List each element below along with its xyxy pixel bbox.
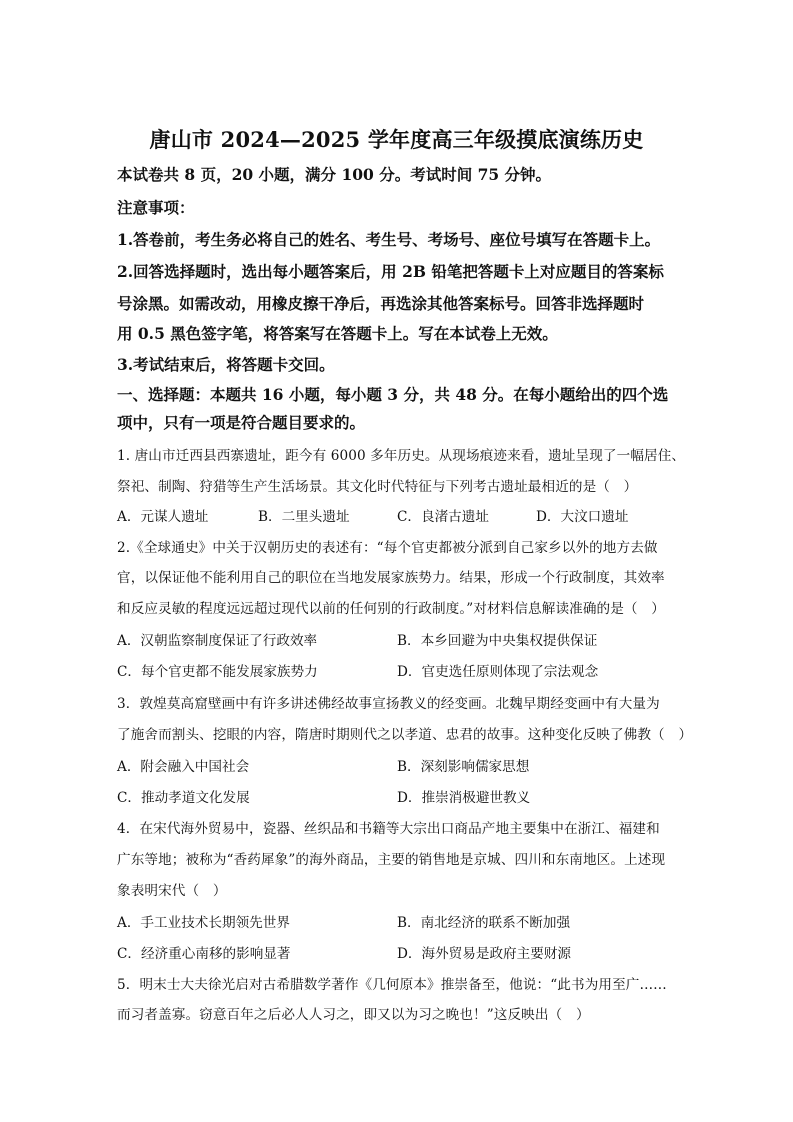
section-heading: 项中，只有一项是符合题目要求的。 (117, 413, 366, 432)
question-1-text: 1. 唐山市迁西县西寨遗址，距今有 6000 多年历史。从现场痕迹来看，遗址呈现了一幅居住、 (117, 448, 686, 464)
question-3-option-a: A．附会融入中国社会 (117, 759, 250, 775)
question-4-option-b: B．南北经济的联系不断加强 (397, 915, 571, 931)
notice-line: 号涂黑。如需改动，用橡皮擦干净后，再选涂其他答案标号。回答非选择题时 (117, 294, 645, 313)
question-4-option-d: D．海外贸易是政府主要财源 (397, 946, 572, 962)
question-2-option-c: C．每个官吏都不能发展家族势力 (117, 664, 318, 680)
question-5-text: 5．明末士大夫徐光启对古希腊数学著作《几何原本》推崇备至，他说：“此书为用至广…… (117, 977, 667, 993)
question-3-text: 3．敦煌莫高窟壁画中有许多讲述佛经故事宣扬教义的经变画。北魏早期经变画中有大量为 (117, 696, 660, 712)
question-2-text: 2.《全球通史》中关于汉朝历史的表述有：“每个官吏都被分派到自己家乡以外的地方去做 (117, 540, 658, 556)
notice-line: 3.考试结束后，将答题卡交回。 (117, 355, 335, 374)
question-3-option-d: D．推崇消极避世教义 (397, 790, 531, 806)
exam-title: 唐山市 2024—2025 学年度高三年级摸底演练历史 (149, 127, 644, 152)
question-1-option-a: A．元谋人遗址 (117, 509, 209, 525)
question-4-text: 广东等地；被称为“香药犀象”的海外商品，主要的销售地是京城、四川和东南地区。上述现 (117, 852, 666, 868)
question-2-option-d: D．官吏选任原则体现了宗法观念 (397, 664, 599, 680)
question-1-option-c: C．良渚古遗址 (397, 509, 489, 525)
exam-intro: 本试卷共 8 页，20 小题，满分 100 分。考试时间 75 分钟。 (117, 165, 552, 184)
notice-heading: 注意事项： (117, 198, 195, 217)
question-2-option-a: A．汉朝监察制度保证了行政效率 (117, 633, 318, 649)
question-2-text: 官，以保证他不能利用自己的职位在当地发展家族势力。结果，形成一个行政制度，其效率 (117, 570, 665, 586)
section-heading: 一、选择题：本题共 16 小题，每小题 3 分，共 48 分。在每小题给出的四个选 (117, 385, 669, 404)
question-3-text: 了施舍而割头、挖眼的内容，隋唐时期则代之以孝道、忠君的故事。这种变化反映了佛教（ ） (117, 727, 693, 743)
question-4-text: 象表明宋代（ ） (117, 883, 227, 899)
notice-line: 用 0.5 黑色签字笔，将答案写在答题卡上。写在本试卷上无效。 (117, 324, 558, 343)
question-1-text: 祭祀、制陶、狩猎等生产生活场景。其文化时代特征与下列考古遗址最相近的是（ ） (117, 479, 638, 495)
question-1-option-d: D．大汶口遗址 (536, 509, 629, 525)
question-2-option-b: B．本乡回避为中央集权提供保证 (397, 633, 598, 649)
question-3-option-b: B．深刻影响儒家思想 (397, 759, 530, 775)
question-5-text: 而习者盖寡。窃意百年之后必人人习之，即又以为习之晚也！”这反映出（ ） (117, 1007, 590, 1023)
question-4-option-c: C．经济重心南移的影响显著 (117, 946, 291, 962)
question-4-text: 4．在宋代海外贸易中，瓷器、丝织品和书籍等大宗出口商品产地主要集中在浙江、福建和 (117, 821, 660, 837)
notice-line: 1.答卷前，考生务必将自己的姓名、考生号、考场号、座位号填写在答题卡上。 (117, 230, 661, 249)
question-4-option-a: A．手工业技术长期领先世界 (117, 915, 290, 931)
notice-line: 2.回答选择题时，选出每小题答案后，用 2B 铅笔把答题卡上对应题目的答案标 (117, 262, 664, 281)
question-1-option-b: B．二里头遗址 (258, 509, 350, 525)
question-2-text: 和反应灵敏的程度远远超过现代以前的任何别的行政制度。”对材料信息解读准确的是（ ） (117, 601, 665, 617)
question-3-option-c: C．推动孝道文化发展 (117, 790, 250, 806)
